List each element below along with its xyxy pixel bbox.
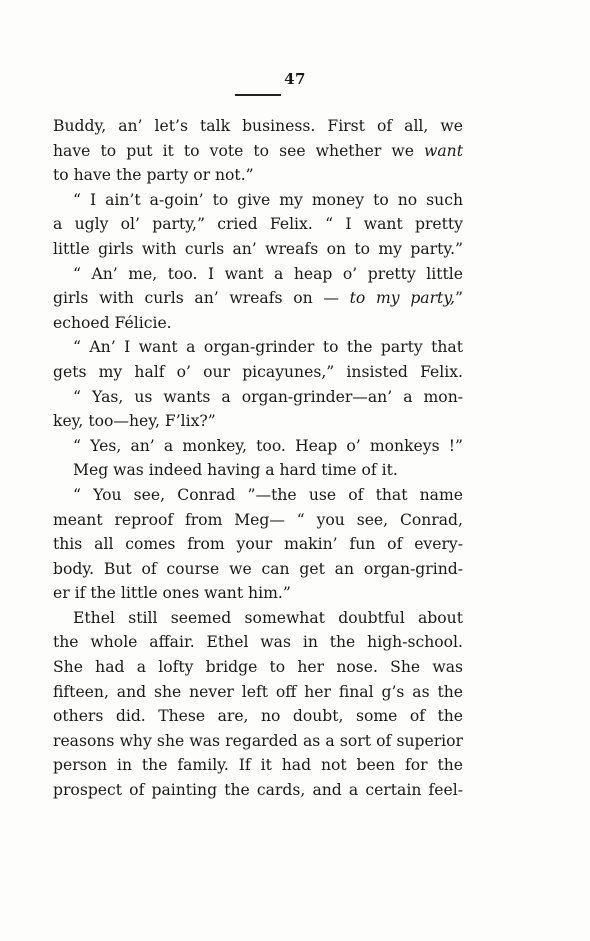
text-line	[53, 729, 463, 754]
text-run: echoed Félicie.	[53, 313, 172, 332]
text-run: a ugly ol’ party,” cried Felix. “ I want pretty	[53, 215, 463, 234]
text-line	[53, 680, 463, 705]
text-line	[53, 434, 463, 459]
text-line	[53, 114, 463, 139]
text-line	[53, 532, 463, 557]
text-line	[53, 581, 463, 606]
text-run: key, too—hey, F’lix?”	[53, 412, 216, 431]
text-line	[53, 778, 463, 803]
text-run: “ Yas, us wants a organ-grinder—an’ a mon-	[73, 387, 463, 406]
text-run: this all comes from your makin’ fun of every-	[53, 535, 463, 554]
text-run: body. But of course we can get an organ-grind-	[53, 559, 463, 578]
text-run: to have the party or not.”	[53, 166, 254, 185]
text-run: the whole affair. Ethel was in the high-school.	[53, 633, 463, 652]
text-run: girls with curls an’ wreafs on —	[53, 289, 350, 308]
text-run: gets my half o’ our picayunes,” insisted Felix.	[53, 362, 463, 381]
text-line	[53, 409, 463, 434]
text-line	[53, 753, 463, 778]
text-run: have to put it to vote to see whether we	[53, 141, 425, 160]
italic-text: to my party,	[349, 289, 456, 308]
text-run: Ethel still seemed somewhat doubtful about	[73, 608, 463, 627]
text-line	[53, 655, 463, 680]
text-run: “ Yes, an’ a monkey, too. Heap o’ monkeys !”	[73, 436, 463, 455]
text-line	[53, 360, 463, 385]
text-line	[53, 262, 463, 287]
text-run: meant reproof from Meg— “ you see, Conrad,	[53, 510, 463, 529]
text-run: She had a lofty bridge to her nose. She was	[53, 658, 463, 677]
text-line	[53, 311, 463, 336]
text-run: reasons why she was regarded as a sort of superior	[53, 731, 463, 750]
text-run: fifteen, and she never left off her final g’s as the	[53, 682, 463, 701]
text-run: Meg was indeed having a hard time of it.	[73, 461, 398, 480]
text-line	[53, 212, 463, 237]
text-line	[53, 163, 463, 188]
text-run: “ You see, Conrad ”—the use of that name	[73, 485, 463, 504]
text-run: “ I ain’t a-goin’ to give my money to no such	[73, 190, 463, 209]
body-text	[53, 114, 463, 803]
text-line	[53, 385, 463, 410]
text-run: prospect of painting the cards, and a certain feel-	[53, 781, 463, 800]
text-run: “ An’ me, too. I want a heap o’ pretty little	[73, 264, 463, 283]
page-number: 47	[284, 70, 306, 88]
text-line	[53, 458, 463, 483]
text-line	[53, 508, 463, 533]
italic-text: want	[424, 141, 463, 160]
text-line	[53, 630, 463, 655]
text-run: little girls with curls an’ wreafs on to my party.”	[53, 239, 463, 258]
text-line	[53, 483, 463, 508]
text-run: others did. These are, no doubt, some of the	[53, 707, 463, 726]
text-line	[53, 704, 463, 729]
text-run: Buddy, an’ let’s talk business. First of all, we	[53, 117, 463, 135]
text-line	[53, 557, 463, 582]
text-line	[53, 188, 463, 213]
text-line	[53, 286, 463, 311]
text-line	[53, 139, 463, 164]
text-run: er if the little ones want him.”	[53, 584, 291, 603]
text-line	[53, 335, 463, 360]
paper-speck	[80, 852, 83, 855]
text-line	[53, 237, 463, 262]
text-run: ”	[455, 289, 463, 308]
page-number-rule	[235, 94, 281, 96]
text-run: “ An’ I want a organ-grinder to the party that	[73, 338, 463, 357]
text-line	[53, 606, 463, 631]
text-run: person in the family. If it had not been for the	[53, 756, 463, 775]
